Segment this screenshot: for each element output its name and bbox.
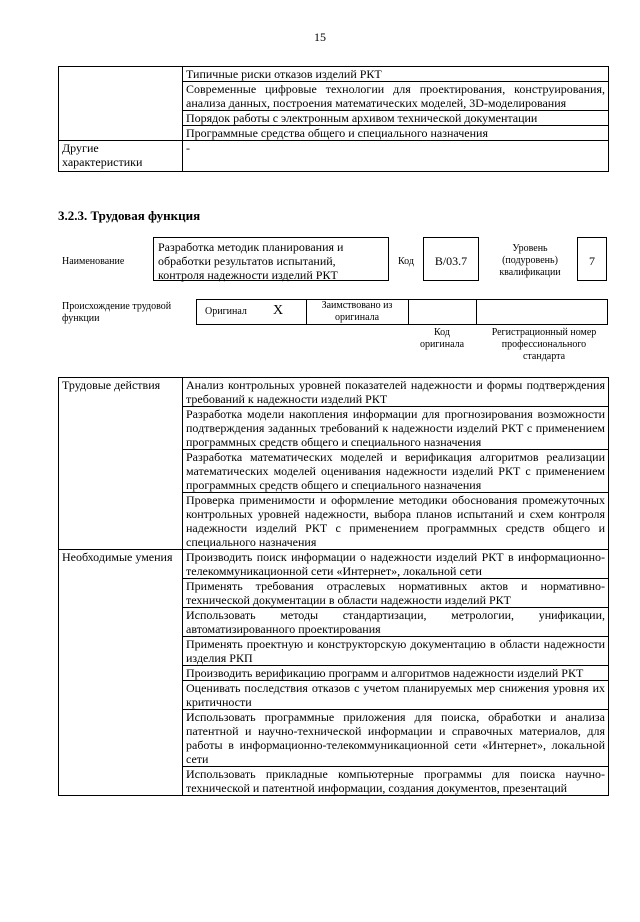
table-cell: Производить верификацию программ и алгоритмов надежности изделий РКТ — [183, 666, 609, 681]
table-cell: Проверка применимости и оформление методики обоснования промежуточных контрольных уровней надежности, выбора планов испытаний и схем контроля надежности изделий РКТ с применением программных средств общего и специального назначения — [183, 493, 609, 550]
table-cell: Оценивать последствия отказов с учетом планируемых мер снижения уровня их критичности — [183, 681, 609, 710]
row-label — [59, 67, 183, 141]
table-cell: Использовать прикладные компьютерные программы для поиска научно-технической и патентной информации, создания документов, презентаций — [183, 767, 609, 796]
table-cell: Производить поиск информации о надежности изделий РКТ в информационно-телекоммуникационной сети «Интернет», локальной сети — [183, 550, 609, 579]
borrowed-label: Заимствовано из оригинала — [321, 300, 393, 323]
divider — [306, 299, 307, 325]
table-cell: Программные средства общего и специального назначения — [183, 126, 609, 141]
table-row — [59, 67, 609, 82]
function-name: Разработка методик планирования и обработки результатов испытаний, контроля надежности изделий РКТ — [153, 237, 389, 281]
table-row — [59, 550, 609, 579]
function-table — [58, 377, 609, 796]
qualification-level: 7 — [577, 237, 607, 281]
code-caption: Код оригинала — [419, 327, 465, 350]
function-code: B/03.7 — [423, 237, 479, 281]
divider — [408, 299, 409, 325]
table-row — [59, 141, 609, 172]
name-label: Наименование — [62, 256, 125, 267]
table-cell: Современные цифровые технологии для проектирования, конструирования, анализа данных, построения математических моделей, 3D-моделирования — [183, 82, 609, 111]
section-title: 3.2.3. Трудовая функция — [58, 208, 201, 223]
table-cell: Применять требования отраслевых нормативных актов и нормативно-технической документации в области надежности изделий РКТ — [183, 579, 609, 608]
divider — [476, 299, 477, 325]
table-cell: - — [183, 141, 609, 172]
table-cell: Порядок работы с электронным архивом технической документации — [183, 111, 609, 126]
table-cell: Разработка модели накопления информации для прогнозирования возможности подтверждения заданных требований к надежности изделий РКТ с применением программных средств общего и специального назначения — [183, 407, 609, 450]
row-label: Другие характеристики — [59, 141, 183, 172]
table-cell: Использовать методы стандартизации, метрологии, унификации, автоматизированного проектирования — [183, 608, 609, 637]
knowledge-table — [58, 66, 609, 172]
table-cell: Применять проектную и конструкторскую документацию в области надежности изделия РКП — [183, 637, 609, 666]
page-number: 15 — [314, 30, 326, 44]
table-row — [59, 378, 609, 407]
original-label: Оригинал — [205, 306, 247, 317]
table-cell: Использовать программные приложения для поиска, обработки и анализа патентной и научно-технической информации и справочных материалов, для работы в информационно-телекоммуникационной сети «Интернет», локальной сети — [183, 710, 609, 767]
table-cell: Анализ контрольных уровней показателей надежности и формы подтверждения требований к надежности изделий РКТ — [183, 378, 609, 407]
origin-label: Происхождение трудовой функции — [62, 301, 172, 324]
table-cell: Разработка математических моделей и верификация алгоритмов реализации математических моделей оценивания надежности изделий РКТ с применением программных средств общего и специального назначения — [183, 450, 609, 493]
registration-caption: Регистрационный номер профессионального стандарта — [491, 327, 597, 362]
original-mark: X — [273, 303, 284, 318]
level-label: Уровень (подуровень) квалификации — [499, 243, 561, 278]
row-label: Трудовые действия — [59, 378, 183, 550]
code-label: Код — [398, 256, 414, 267]
row-label: Необходимые умения — [59, 550, 183, 796]
table-cell: Типичные риски отказов изделий РКТ — [183, 67, 609, 82]
